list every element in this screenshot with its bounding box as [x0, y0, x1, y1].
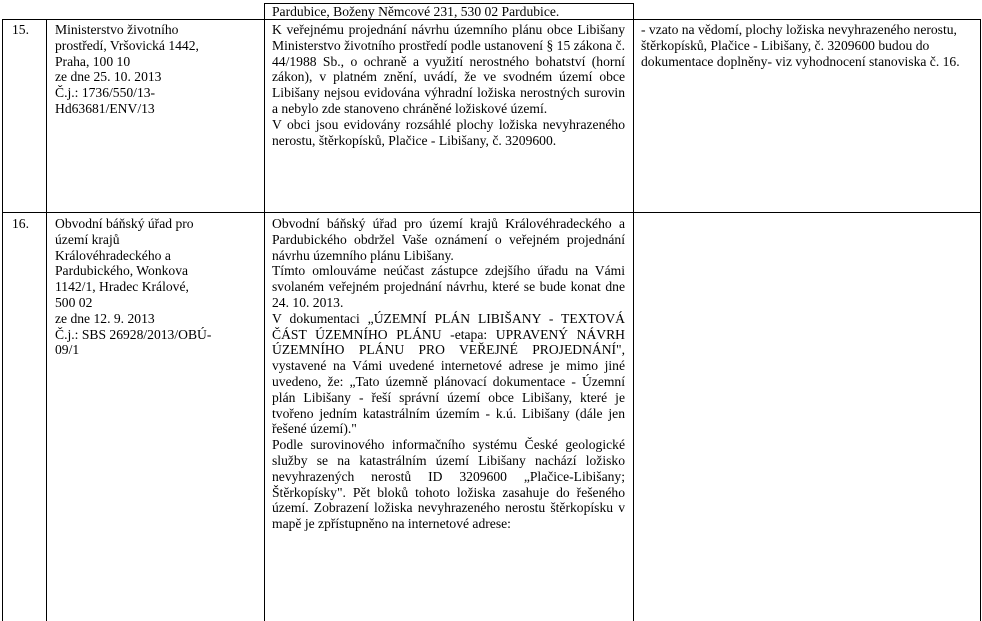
row-number: 16. [12, 216, 29, 231]
table-border-left [2, 19, 3, 621]
resolution-text: - vzato na vědomí, plochy ložiska nevyhrazeného nerostu, štěrkopísků, Plačice - Libišany, č. 3209600 budou do dokumentace doplněny- viz vyhodnocení stanoviska č. 16. [641, 22, 960, 69]
row-divider [2, 212, 981, 213]
statement-content [272, 216, 625, 532]
column-divider [46, 19, 47, 621]
paragraph: Podle surovinového informačního systému České geologické služby se na katastrálním území Libišany nachází ložisko nevyhrazených nerostů ID 3209600 „Plačice-Libišany; Štěrkopísky". Pět bloků tohoto ložiska zasahuje do řešeného území. Zobrazení ložiska nevyhrazeného nerostu štěrkopísku v mapě je zpřístupněno na internetové adrese: [272, 437, 625, 532]
statement-content [272, 22, 625, 148]
paragraph: Obvodní báňský úřad pro území krajů Královéhradeckého a Pardubického obdržel Vaše oznámení o veřejném projednání návrhu územního plánu Libišany. [272, 216, 625, 263]
paragraph: V obci jsou evidovány rozsáhlé plochy ložiska nevyhrazeného nerostu, štěrkopísků, Plačice - Libišany, č. 3209600. [272, 116, 625, 148]
column-divider [633, 3, 634, 621]
sender-info: Ministerstvo životního prostředí, Vršovická 1442, Praha, 100 10 ze dne 25. 10. 2013 Č.j.: 1736/550/13- Hd63681/ENV/13 [55, 22, 199, 116]
paragraph: V dokumentaci „ÚZEMNÍ PLÁN LIBIŠANY - TEXTOVÁ ČÁST ÚZEMNÍHO PLÁNU -etapa: UPRAVENÝ NÁVRH ÚZEMNÍHO PLÁNU PRO VEŘEJNÉ PROJEDNÁNÍ", vystavené na Vámi uvedené internetové adrese je mimo jiné uvedeno, že: „Tato územně plánovací dokumentace - Územní plán Libišany - řeší správní území obce Libišany, které je tvořeno jedním katastrálním územím - k.ú. Libišany (dále jen řešené území)." [272, 310, 625, 437]
column-divider [264, 3, 265, 621]
table-border-right [980, 19, 981, 621]
continued-text: Pardubice, Boženy Němcové 231, 530 02 Pardubice. [272, 4, 560, 19]
paragraph: K veřejnému projednání návrhu územního plánu obce Libišany Ministerstvo životního prostředí podle ustanovení § 15 zákona č. 44/1988 Sb., o ochraně a využití nerostného bohatství (horní zákon), v platném znění, uvádí, že ve svodném území obce Libišany nejsou evidována výhradní ložiska nerostných surovin a nebylo zde stanoveno chráněné ložiskové území. [272, 22, 625, 116]
paragraph: Tímto omlouváme neúčast zástupce zdejšího úřadu na Vámi svolaném veřejném projednání návrhu, které se bude konat dne 24. 10. 2013. [272, 263, 625, 310]
sender-info: Obvodní báňský úřad pro území krajů Královéhradeckého a Pardubického, Wonkova 1142/1, Hradec Králové, 500 02 ze dne 12. 9. 2013 Č.j.: SBS 26928/2013/OBÚ- 09/1 [55, 216, 212, 358]
row-number: 15. [12, 22, 29, 37]
